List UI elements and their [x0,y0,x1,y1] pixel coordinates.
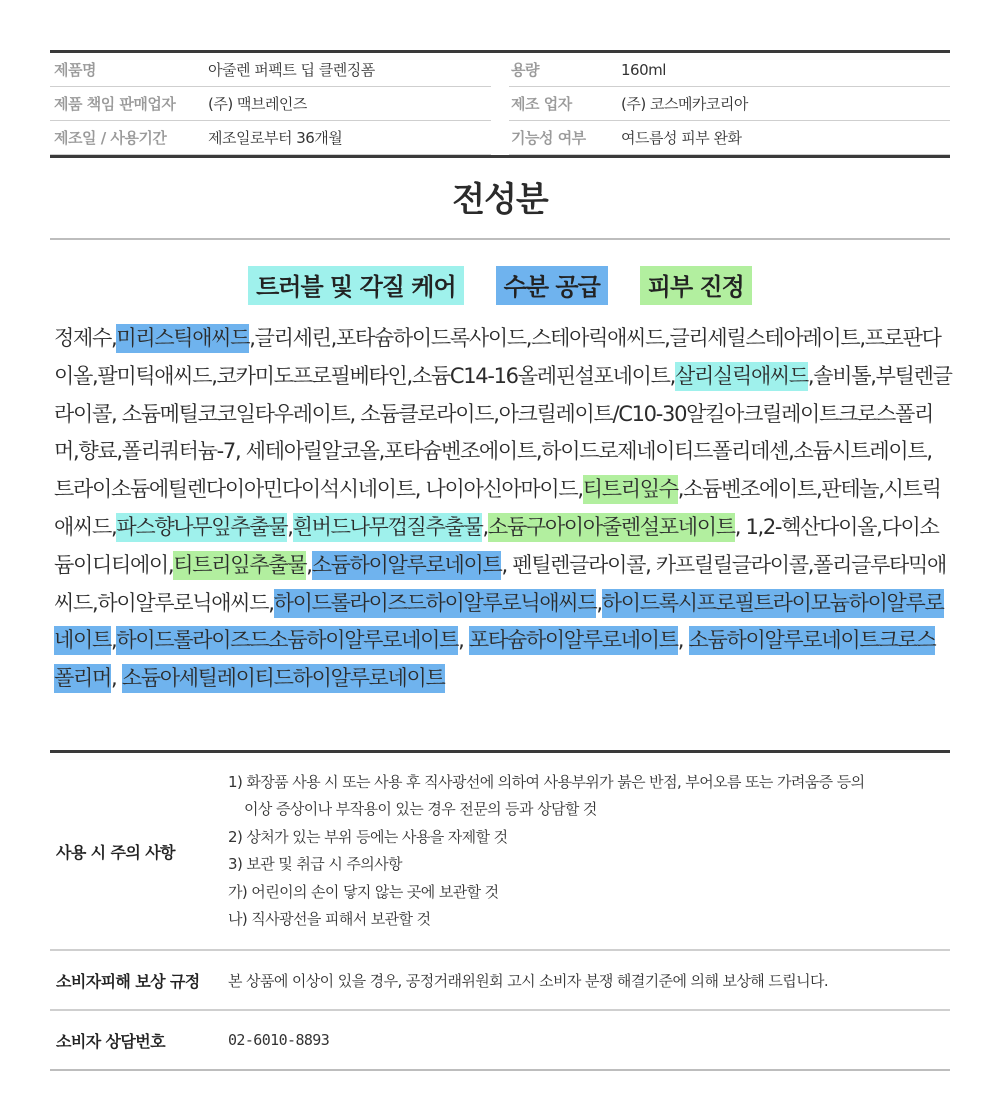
highlighted-ingredient: 티트리잎수 [583,475,678,504]
highlighted-ingredient: 소듐하이알루로네이트 [312,551,502,580]
compensation-label: 소비자피해 보상 규정 [56,971,200,991]
highlighted-ingredient: 소듐구아이아줄렌설포네이트 [488,513,735,542]
highlighted-ingredient: 티트리잎추출물 [173,551,306,580]
caution-item: 3) 보관 및 취급 시 주의사항 [228,855,402,873]
ingredient-list [54,320,952,698]
ingredient-text: 정제수, [54,326,117,350]
caution-row [50,753,950,951]
ingredient-text: , [110,666,122,691]
info-label: 제품 책임 판매업자 [54,95,176,113]
highlighted-ingredient: 살리실릭애씨드 [675,362,808,391]
info-label: 제조일 / 사용기간 [54,129,167,147]
caution-label: 사용 시 주의 사항 [56,842,175,862]
caution-item: 2) 상처가 있는 부위 등에는 사용을 자제할 것 [228,827,508,846]
ingredient-text: , [482,514,488,539]
ingredient-legend [0,266,1000,305]
legend-trouble-care: 트러블 및 각질 케어 [248,266,464,305]
compensation-text: 본 상품에 이상이 있을 경우, 공정거래위원회 고시 소비자 분쟁 해결기준에 의해 보상해 드립니다. [228,971,829,990]
info-value: 제조일로부터 36개월 [208,129,343,147]
ingredient-text: ,글리세린,포타슘하이드록사이드,스테아릭애씨드,글리세릴스테아레이트,프로판다이올,팔미틱애씨드,코카미도프로필베타인,소듐C14-16올레핀설포네이트, [54,326,941,388]
info-label: 제품명 [54,61,96,79]
ingredient-text: , 펜틸렌글라이콜, 카프릴릴글라이콜,폴리글루타믹애씨드,하이알루로닉애씨드, [54,552,947,615]
info-cell-left [50,121,491,155]
ingredient-text: , [110,628,117,653]
info-label: 용량 [511,61,539,79]
highlighted-ingredient: 미리스틱애씨드 [116,324,249,353]
product-info-table [50,50,950,158]
highlighted-ingredient: 흰버드나무껍질추출물 [293,513,483,542]
highlighted-ingredient: 소듐하이알루로네이트크로스폴리머 [54,626,935,693]
highlighted-ingredient: 소듐아세틸레이티드하이알루로네이트 [122,664,445,693]
contact-row [50,1011,950,1071]
compensation-row [50,951,950,1011]
title-divider [50,238,950,240]
caution-item: 가) 어린이의 손이 닿지 않는 곳에 보관할 것 [228,882,499,901]
highlighted-ingredient: 하이드롤라이즈드소듐하이알루로네이트 [116,626,458,655]
section-title: 전성분 [452,180,548,220]
info-cell-left [50,53,491,87]
legend-moisture: 수분 공급 [496,266,608,305]
info-cell-right [509,87,950,121]
notice-table [50,750,950,1071]
info-label: 기능성 여부 [511,129,586,147]
ingredient-text: , [306,552,312,577]
highlighted-ingredient: 하이드록시프로필트라이모늄하이알루로네이트 [54,589,944,656]
ingredient-text: , 1,2-헥산다이올,다이소듐이디티에이, [54,514,939,577]
info-cell-right [509,53,950,87]
info-value: 160ml [621,60,666,79]
highlighted-ingredient: 포타슘하이알루로네이트 [469,626,678,655]
info-value: (주) 맥브레인즈 [208,95,307,113]
ingredient-text: , [677,628,689,653]
ingredient-text: ,솔비톨,부틸렌글라이콜, 소듐메틸코코일타우레이트, 소듐클로라이드,아크릴레이트/C10-30알킬아크릴레이트크로스폴리머,향료,폴리쿼터늄-7, 세테아릴알코올,포타슘벤조에이트,하이드로제네이티드폴리데센,소듐시트레이트, 트라이소듐에틸렌다이아민다이석시네이트, 나이아신아마이드, [54,363,952,502]
info-value: (주) 코스메카코리아 [621,95,748,113]
ingredient-text: , [596,590,602,615]
ingredient-text: , [287,514,293,539]
caution-list [228,769,865,934]
contact-label: 소비자 상담번호 [56,1031,165,1051]
contact-phone: 02-6010-8893 [228,1031,330,1049]
highlighted-ingredient: 파스향나무잎추출물 [116,513,287,542]
legend-calming: 피부 진정 [640,266,752,305]
ingredient-text: ,소듐벤조에이트,판테놀,시트릭애씨드, [54,477,941,539]
caution-item: 1) 화장품 사용 시 또는 사용 후 직사광선에 의하여 사용부위가 붉은 반점, 부어오름 또는 가려움증 등의 [228,772,865,791]
info-cell-left [50,87,491,121]
highlighted-ingredient: 하이드롤라이즈드하이알루로닉애씨드 [274,589,597,618]
ingredient-text: , [458,628,469,653]
info-label: 제조 업자 [511,95,572,113]
caution-item: 이상 증상이나 부작용이 있는 경우 전문의 등과 상담할 것 [244,800,597,818]
info-cell-right [509,121,950,155]
info-value: 아줄렌 퍼펙트 딥 클렌징폼 [208,61,375,79]
caution-item: 나) 직사광선을 피해서 보관할 것 [228,910,431,928]
info-value: 여드름성 피부 완화 [621,129,742,147]
